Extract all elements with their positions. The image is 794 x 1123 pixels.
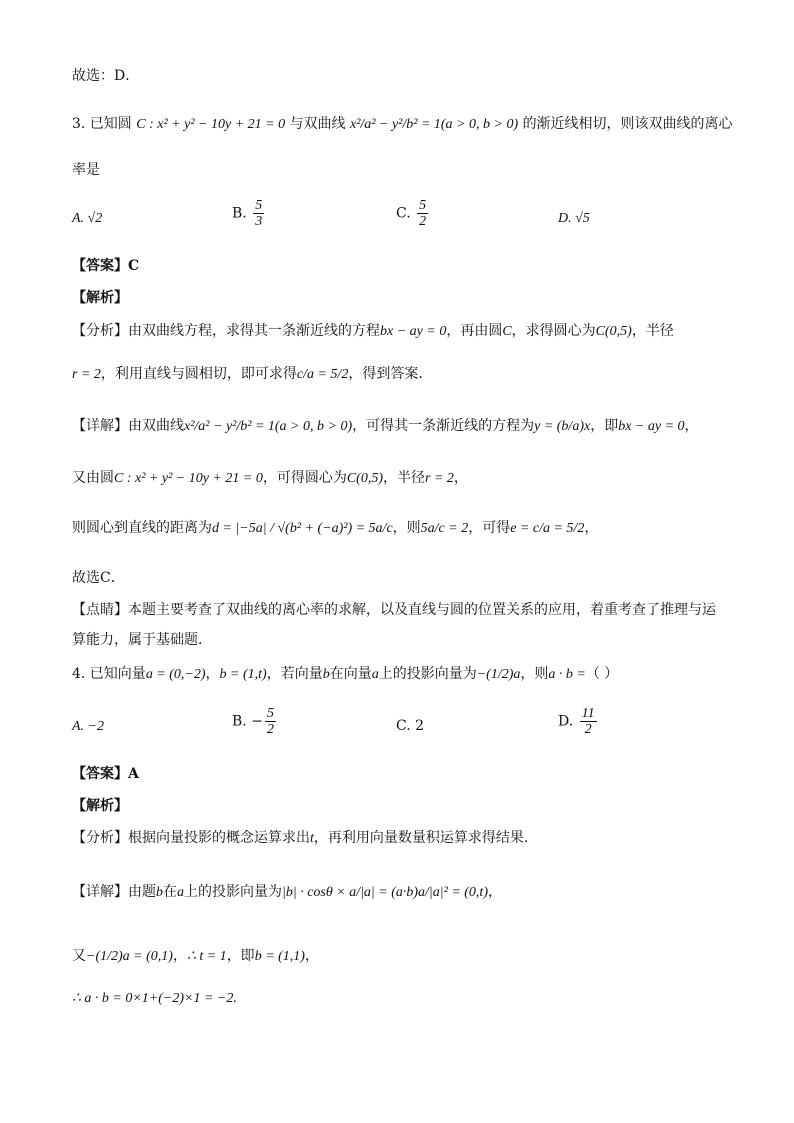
hyperbola-equation: x²/a² − y²/b² = 1(a > 0, b > 0) bbox=[350, 117, 519, 132]
q3-analysis-line-1 bbox=[72, 321, 674, 342]
text: ，可得 bbox=[468, 520, 511, 536]
option-label: B. bbox=[232, 205, 247, 222]
text: ，再由圆 bbox=[446, 323, 503, 339]
math: c/a = 5/2 bbox=[296, 367, 349, 382]
text: 【解析】 bbox=[72, 290, 128, 306]
text: ， bbox=[684, 418, 699, 434]
denominator: 2 bbox=[266, 722, 274, 737]
text: 【分析】由双曲线方程，求得其一条渐近线的方程 bbox=[72, 323, 380, 339]
q3-comment-line-2 bbox=[72, 630, 212, 650]
text: 在向量 bbox=[329, 666, 372, 682]
text: ， bbox=[453, 470, 468, 486]
question-3-stem-cont bbox=[72, 160, 100, 180]
q4-option-a bbox=[72, 716, 104, 737]
math: d = |−5a| / √(b² + (−a)²) = 5a/c bbox=[212, 521, 393, 536]
q3-conclusion bbox=[72, 568, 125, 588]
text: 4. 已知向量 bbox=[72, 666, 146, 682]
q4-detail-line-1 bbox=[72, 882, 502, 903]
text: 又 bbox=[72, 948, 86, 964]
text: 【解析】 bbox=[72, 798, 128, 814]
text: 上的投影向量为 bbox=[378, 666, 477, 682]
denominator: 2 bbox=[419, 214, 427, 229]
math: C(0,5) bbox=[595, 324, 632, 339]
math: r = 2 bbox=[425, 471, 454, 486]
prev-answer-line bbox=[72, 66, 139, 86]
math: C(0,5) bbox=[346, 471, 383, 486]
math: b = (1,t) bbox=[219, 667, 267, 682]
fraction bbox=[253, 198, 264, 229]
text: 【分析】根据向量投影的概念运算求出 bbox=[72, 830, 310, 846]
q3-detail-line-1 bbox=[72, 416, 699, 437]
numerator: 5 bbox=[419, 198, 427, 213]
q3-option-a bbox=[72, 208, 102, 229]
text: 又由圆 bbox=[72, 470, 114, 486]
text: ，得到答案． bbox=[348, 366, 433, 382]
math: b bbox=[156, 885, 163, 900]
text: ， bbox=[205, 666, 220, 682]
text: 与双曲线 bbox=[289, 116, 346, 132]
math: bx − ay = 0 bbox=[380, 324, 447, 339]
q3-option-d bbox=[558, 208, 590, 229]
math: −(1/2)a = (0,1) bbox=[86, 949, 173, 964]
math: a bbox=[371, 667, 379, 682]
text: 的渐近线相切，则该双曲线的离心 bbox=[522, 116, 733, 132]
numerator: 5 bbox=[255, 198, 263, 213]
text: ， bbox=[488, 884, 502, 900]
option-label: D. bbox=[558, 713, 574, 730]
option-text: A. √2 bbox=[72, 211, 103, 226]
math: ∴ a · b = 0×1+(−2)×1 = −2. bbox=[72, 991, 237, 1006]
q3-option-b bbox=[232, 198, 266, 229]
text: 率是 bbox=[72, 162, 100, 178]
q4-option-d bbox=[558, 706, 599, 737]
numerator: 5 bbox=[266, 706, 274, 721]
text: ， bbox=[304, 948, 319, 964]
math: e = c/a = 5/2 bbox=[510, 521, 585, 536]
option-text: D. √5 bbox=[558, 211, 590, 226]
math: t bbox=[310, 831, 314, 846]
q3-detail-line-3 bbox=[72, 518, 598, 539]
math: C : x² + y² − 10y + 21 = 0 bbox=[114, 471, 263, 486]
text: ，再利用向量数量积运算求得结果. bbox=[313, 830, 529, 846]
math: C bbox=[502, 324, 512, 339]
question-4-stem bbox=[72, 664, 618, 685]
math: a · b = bbox=[548, 667, 586, 682]
text: ，若向量 bbox=[266, 666, 323, 682]
minus-sign: − bbox=[251, 713, 263, 730]
text: ，利用直线与圆相切，即可求得 bbox=[100, 366, 297, 382]
math: b bbox=[322, 667, 330, 682]
fraction bbox=[417, 198, 428, 229]
q4-analysis-line bbox=[72, 828, 528, 849]
fraction bbox=[265, 706, 276, 737]
q3-analysis-line-2 bbox=[72, 364, 432, 385]
q3-analysis-heading bbox=[72, 288, 128, 308]
q4-answer bbox=[72, 764, 139, 784]
q4-analysis-heading bbox=[72, 796, 128, 816]
text: ，半径 bbox=[631, 323, 674, 339]
text: ，半径 bbox=[383, 470, 425, 486]
math: ∴ t = 1 bbox=[186, 949, 227, 964]
text: 在 bbox=[163, 884, 177, 900]
q3-option-c bbox=[396, 198, 430, 229]
q3-comment-line-1 bbox=[72, 600, 716, 620]
math: a = (0,−2) bbox=[145, 667, 206, 682]
q4-detail-line-2 bbox=[72, 946, 319, 967]
math: x²/a² − y²/b² = 1(a > 0, b > 0) bbox=[184, 419, 353, 434]
math: r = 2 bbox=[72, 367, 101, 382]
text: ，即 bbox=[590, 418, 619, 434]
text: ，则 bbox=[392, 520, 421, 536]
math: |b| · cosθ × a/|a| = (a·b)a/|a|² = (0,t) bbox=[282, 885, 488, 900]
circle-equation: C : x² + y² − 10y + 21 = 0 bbox=[136, 117, 286, 132]
text: 3. 已知圆 bbox=[72, 116, 132, 132]
text: 上的投影向量为 bbox=[184, 884, 282, 900]
option-label: B. bbox=[232, 713, 247, 730]
option-text: C. 2 bbox=[396, 718, 425, 734]
q4-detail-line-3 bbox=[72, 988, 237, 1009]
denominator: 3 bbox=[255, 214, 263, 229]
text: 【答案】A bbox=[72, 766, 139, 782]
text: ，求得圆心为 bbox=[511, 323, 596, 339]
text: 【详解】由双曲线 bbox=[72, 418, 184, 434]
q3-detail-line-2 bbox=[72, 468, 468, 489]
math: b = (1,1) bbox=[254, 949, 305, 964]
math: y = (b/a)x bbox=[534, 419, 591, 434]
option-text: A. −2 bbox=[72, 719, 104, 734]
text: ，即 bbox=[226, 948, 255, 964]
q3-answer bbox=[72, 256, 139, 276]
text: 【详解】由题 bbox=[72, 884, 156, 900]
q4-option-c bbox=[396, 716, 424, 736]
math: a bbox=[177, 885, 184, 900]
option-label: C. bbox=[396, 205, 411, 222]
text: 故选：D． bbox=[72, 68, 140, 84]
text: ，则 bbox=[520, 666, 549, 682]
text: 故选C． bbox=[72, 570, 125, 586]
text: 则圆心到直线的距离为 bbox=[72, 520, 212, 536]
text: ， bbox=[584, 520, 599, 536]
text: ，可得其一条渐近线的方程为 bbox=[352, 418, 535, 434]
denominator: 2 bbox=[584, 722, 592, 737]
math: −(1/2)a bbox=[476, 667, 521, 682]
math: bx − ay = 0 bbox=[618, 419, 685, 434]
q4-option-b bbox=[232, 706, 278, 737]
math: 5a/c = 2 bbox=[420, 521, 469, 536]
text: 【答案】C bbox=[72, 258, 140, 274]
numerator: 11 bbox=[581, 706, 595, 721]
text: ，可得圆心为 bbox=[262, 470, 347, 486]
question-3-stem bbox=[72, 114, 733, 135]
text: 算能力，属于基础题． bbox=[72, 632, 212, 648]
fraction bbox=[580, 706, 597, 737]
text: ， bbox=[172, 948, 187, 964]
text: 【点睛】本题主要考查了双曲线的离心率的求解，以及直线与圆的位置关系的应用，着重考查了推理与运 bbox=[72, 602, 716, 618]
text: （ ） bbox=[585, 666, 619, 682]
